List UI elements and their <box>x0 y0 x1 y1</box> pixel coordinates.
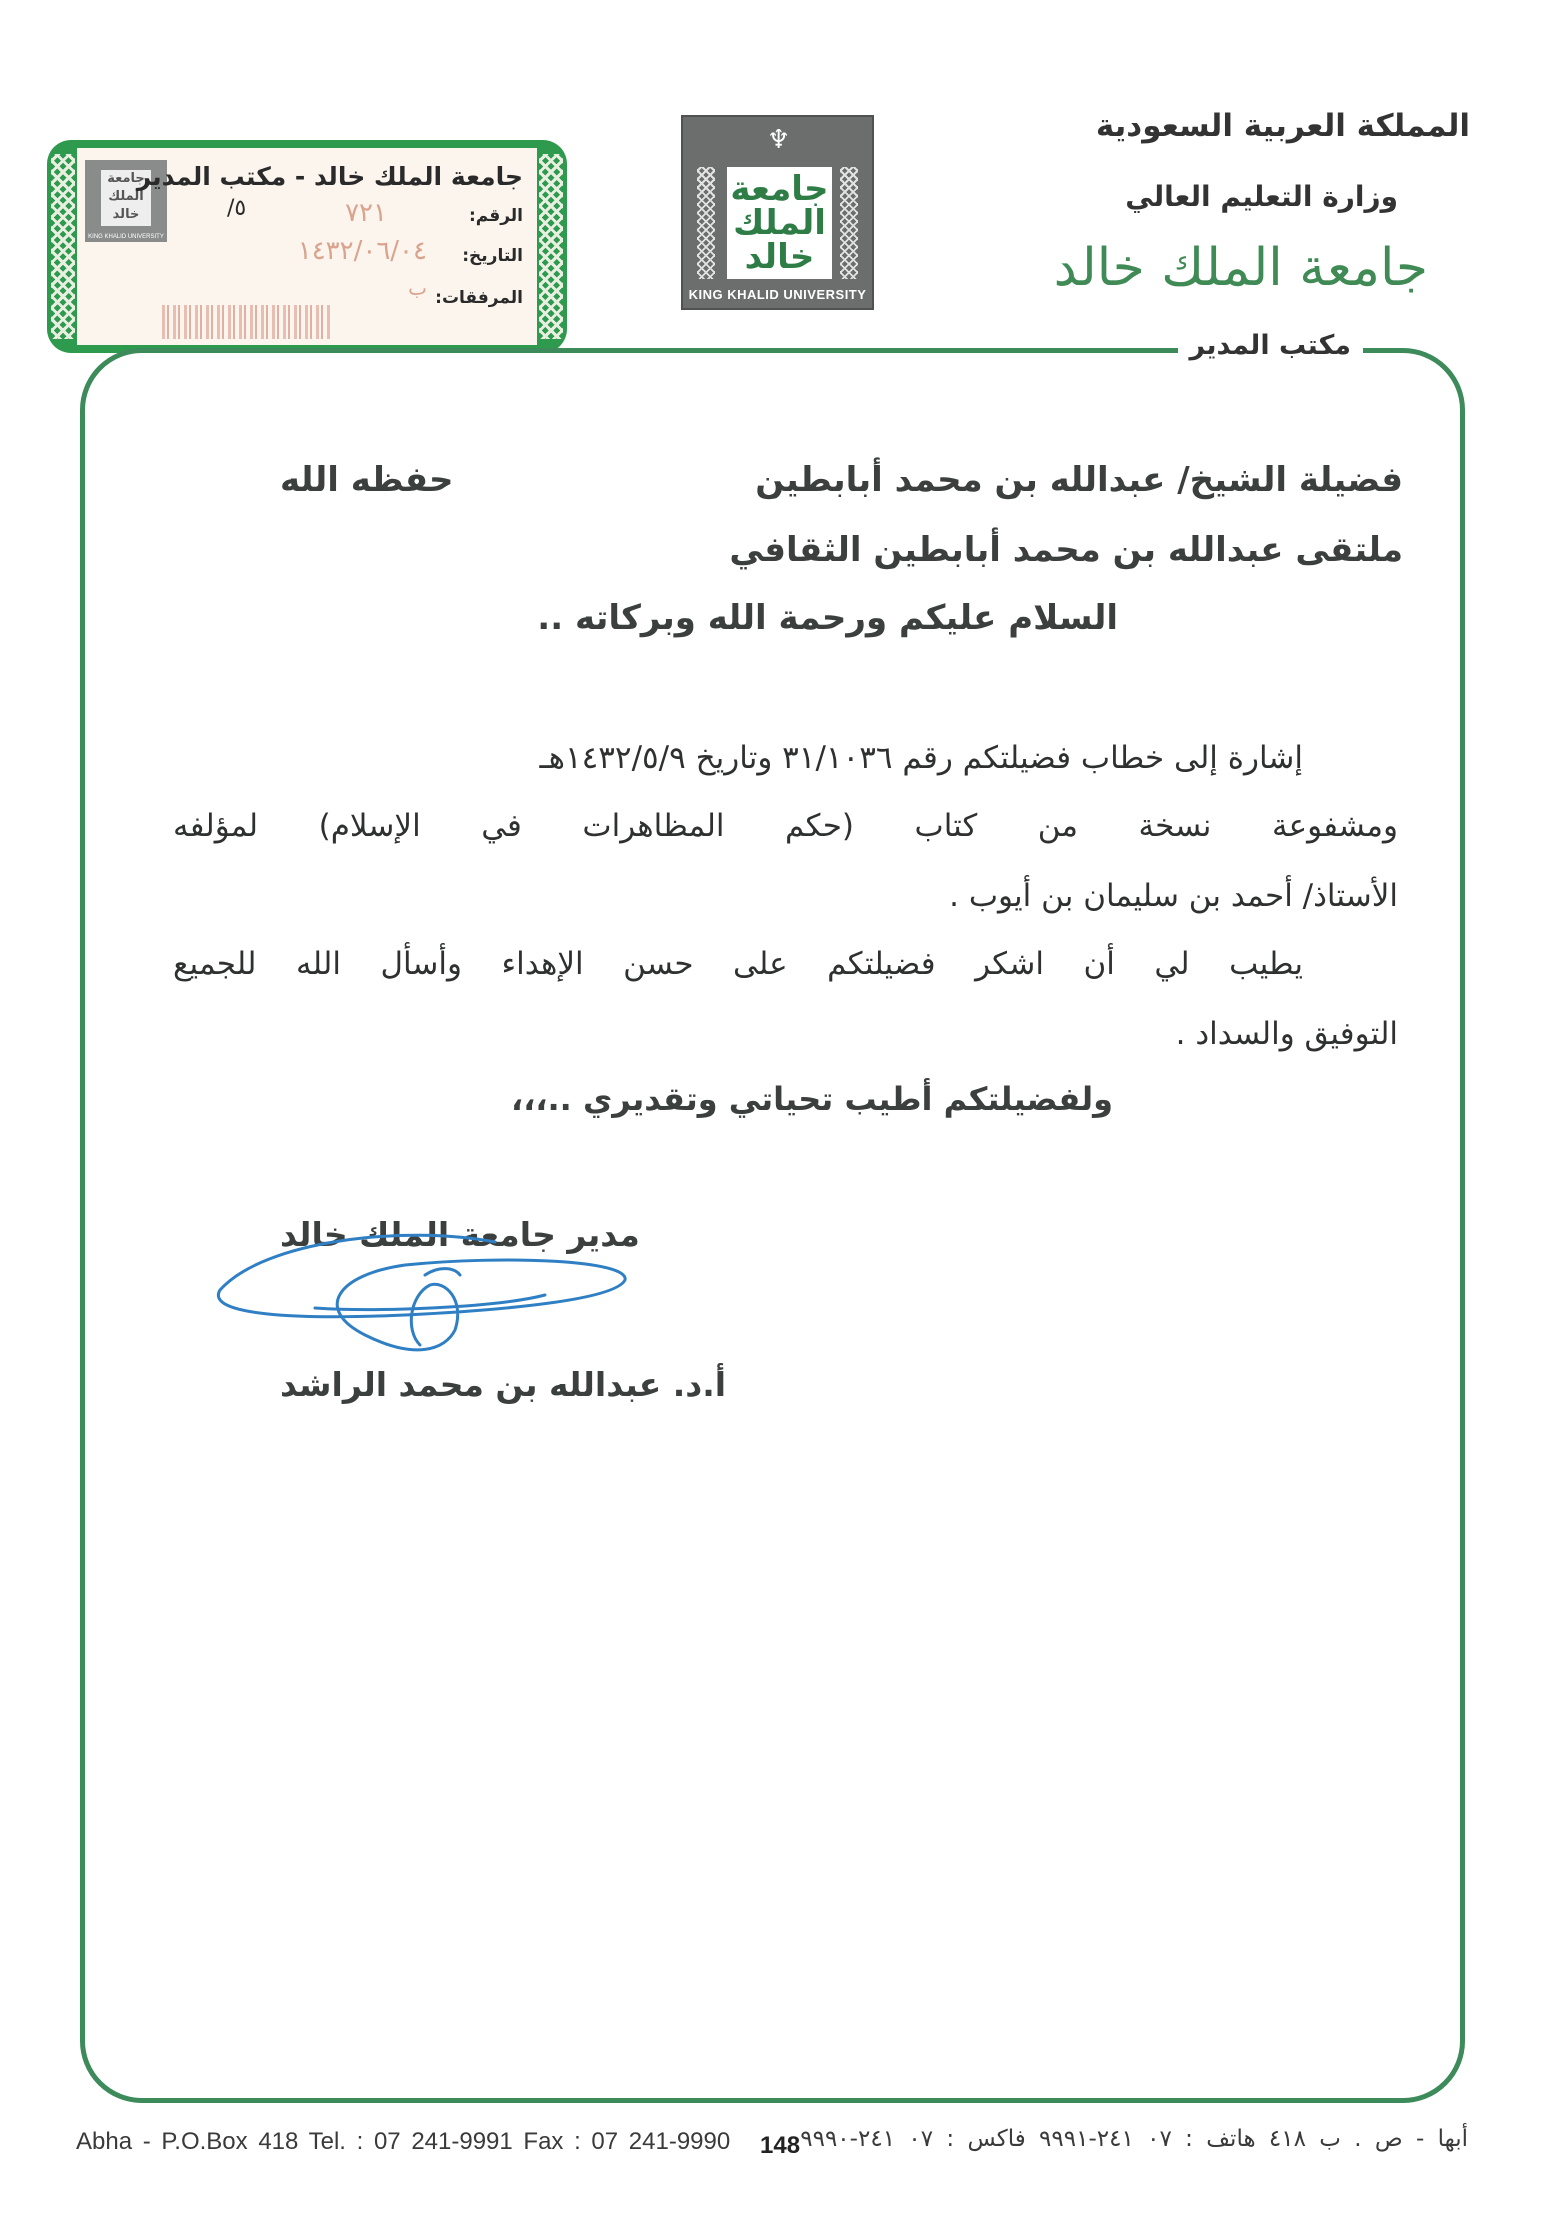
closing-line: ولفضيلتكم أطيب تحياتي وتقديري ..،،، <box>511 1080 1113 1118</box>
body-line: التوفيق والسداد . <box>1175 1016 1398 1052</box>
header-country: المملكة العربية السعودية <box>1095 108 1470 144</box>
greeting: السلام عليكم ورحمة الله وبركاته .. <box>537 598 1118 638</box>
body-line: ومشفوعة نسخة من كتاب (حكم المظاهرات في الإسلام) لمؤلفه <box>173 808 1398 844</box>
page-number: 148 <box>760 2132 801 2159</box>
stamp-number-suffix: ٥/ <box>227 196 247 221</box>
logo-arabic-mark: جامعة الملك خالد <box>730 169 829 277</box>
palm-swords-emblem-icon: ♆ <box>767 125 791 155</box>
decorative-pattern-left <box>697 167 715 279</box>
stamp-attachments-label: المرفقات: <box>435 288 523 308</box>
header-university-name: جامعة الملك خالد <box>1053 238 1428 298</box>
body-line: الأستاذ/ أحمد بن سليمان بن أيوب . <box>949 878 1398 914</box>
stamp-logo-arabic: جامعة الملك خالد <box>101 170 151 226</box>
decorative-pattern-right <box>840 167 858 279</box>
stamp-date-value: ١٤٣٢/٠٦/٠٤ <box>297 236 427 266</box>
stamp-title: جامعة الملك خالد - مكتب المدير <box>136 162 523 191</box>
footer-contact-english: Abha - P.O.Box 418 Tel. : 07 241-9991 Fax : 07 241-9990 <box>76 2128 731 2155</box>
logo-kufic-box <box>727 167 832 279</box>
footer-contact-arabic: أبها - ص . ب ٤١٨ هاتف : ٠٧ ٢٤١-٩٩٩١ فاكس : ٠٧ ٢٤١-٩٩٩٠ <box>800 2126 1468 2152</box>
stamp-number-label: الرقم: <box>468 206 523 226</box>
body-line: يطيب لي أن اشكر فضيلتكم على حسن الإهداء وأسأل الله للجميع <box>173 946 1303 982</box>
signature-stroke <box>218 1235 625 1350</box>
university-logo <box>681 115 874 310</box>
stamp-attachments-value: ب <box>408 276 427 300</box>
stamp-logo-english: KING KHALID UNIVERSITY <box>88 234 164 240</box>
body-line: إشارة إلى خطاب فضيلتكم رقم ٣١/١٠٣٦ وتاريخ ١٤٣٢/٥/٩هـ <box>539 740 1303 776</box>
recipient-line: فضيلة الشيخ/ عبدالله بن محمد أبابطين <box>755 460 1403 500</box>
stamp-pattern-right <box>539 154 563 339</box>
stamp-paper <box>77 148 537 345</box>
stamp-barcode <box>162 305 332 339</box>
signatory-name: أ.د. عبدالله بن محمد الراشد <box>280 1365 727 1404</box>
office-stamp <box>47 140 567 353</box>
signature-stroke <box>425 1269 460 1275</box>
stamp-number-value: ٧٢١ <box>345 198 387 228</box>
signatory-title: مدير جامعة الملك خالد <box>280 1215 640 1254</box>
stamp-date-label: التاريخ: <box>462 246 523 266</box>
header-office: مكتب المدير <box>1178 330 1363 361</box>
stamp-pattern-left <box>51 154 75 339</box>
header-ministry: وزارة التعليم العالي <box>1125 180 1398 213</box>
logo-english-text: KING KHALID UNIVERSITY <box>688 287 867 302</box>
recipient-organization: ملتقى عبدالله بن محمد أبابطين الثقافي <box>729 530 1403 570</box>
handwritten-signature <box>205 1220 635 1360</box>
recipient-honorific: حفظه الله <box>280 460 454 500</box>
